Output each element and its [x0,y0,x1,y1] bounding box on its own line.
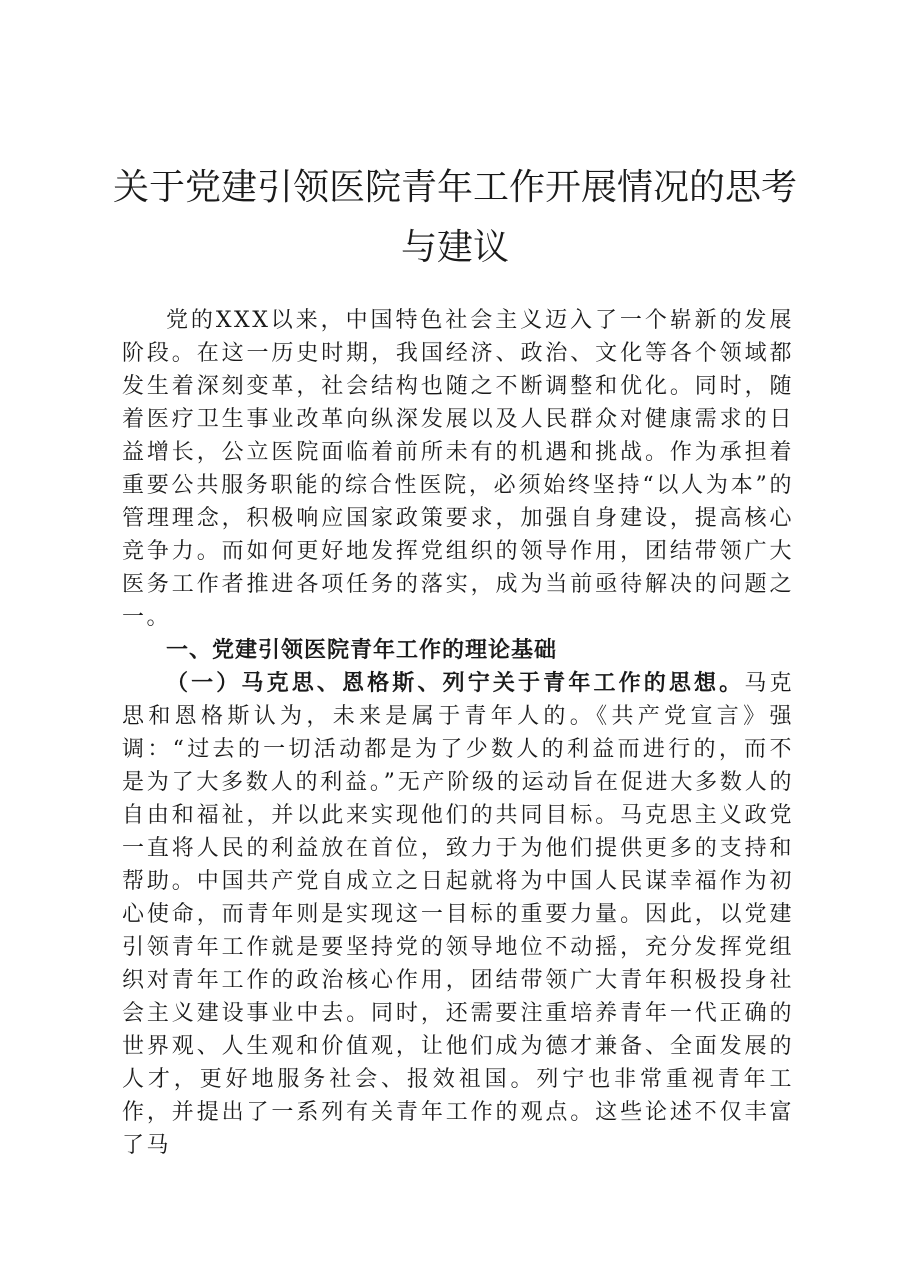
section-heading: 一、党建引领医院青年工作的理论基础 [166,638,558,663]
subsection-body: 马克思和恩格斯认为，未来是属于青年人的。《共产党宣言》强调：“过去的一切活动都是为了少数人的利益而进行的，而不是为了大多数人的利益。”无产阶级的运动旨在促进大多数人的自由和福祉，并以此来实现他们的共同目标。马克思主义政党一直将人民的利益放在首位，致力于为他们提供更多的支持和帮助。中国共产党自成立之日起就将为中国人民谋幸福作为初心使命，而青年则是实现这一目标的重要力量。因此，以党建引领青年工作就是要坚持党的领导地位不动摇，充分发挥党组织对青年工作的政治核心作用，团结带领广大青年积极投身社会主义建设事业中去。同时，还需要注重培养青年一代正确的世界观、人生观和价值观，让他们成为德才兼备、全面发展的人才，更好地服务社会、报效祖国。列宁也非常重视青年工作，并提出了一系列有关青年工作的观点。这些论述不仅丰富了马 [122,671,794,1158]
subsection-paragraph [122,667,794,1162]
intro-paragraph: 党的XXX以来，中国特色社会主义迈入了一个崭新的发展阶段。在这一历史时期，我国经济、政治、文化等各个领域都发生着深刻变革，社会结构也随之不断调整和优化。同时，随着医疗卫生事业改革向纵深发展以及人民群众对健康需求的日益增长，公立医院面临着前所未有的机遇和挑战。作为承担着重要公共服务职能的综合性医院，必须始终坚持“以人为本”的管理理念，积极响应国家政策要求，加强自身建设，提高核心竞争力。而如何更好地发挥党组织的领导作用，团结带领广大医务工作者推进各项任务的落实，成为当前亟待解决的问题之一。 [122,308,794,630]
subsection-heading: （一）马克思、恩格斯、列宁关于青年工作的思想。 [166,671,745,696]
document-title: 关于党建引领医院青年工作开展情况的思考与建议 [112,167,797,268]
document-body [122,304,794,1162]
